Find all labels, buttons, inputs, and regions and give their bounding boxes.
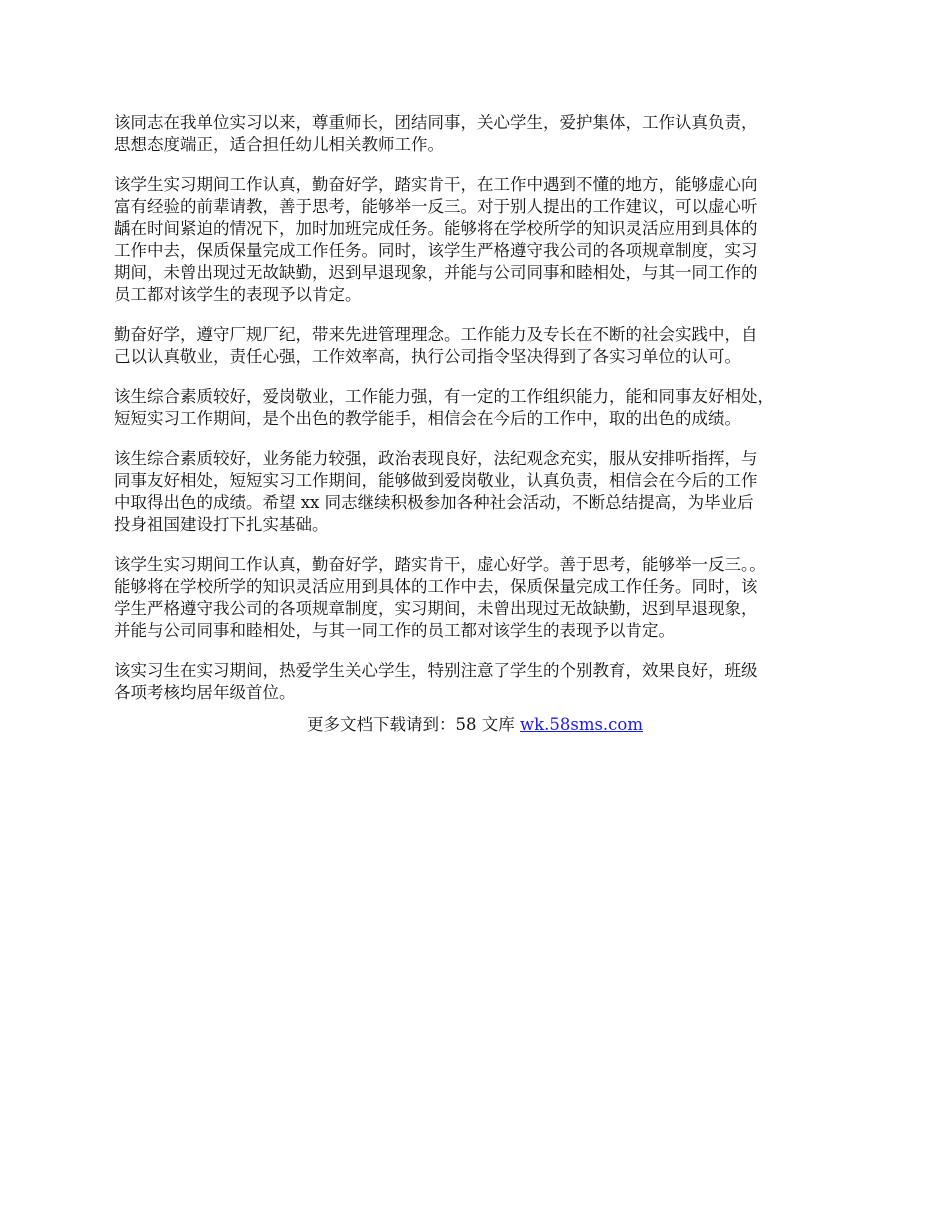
text-line: 同事友好相处，短短实习工作期间，能够做到爱岗敬业，认真负责，相信会在今后的工作 bbox=[114, 471, 758, 490]
text-line: 龋在时间紧迫的情况下，加时加班完成任务。能够将在学校所学的知识灵活应用到具体的 bbox=[114, 219, 758, 238]
paragraph-6 bbox=[114, 554, 854, 642]
text-line: 员工都对该学生的表现予以肯定。 bbox=[114, 285, 362, 304]
document-body bbox=[114, 112, 854, 722]
text-line: 投身祖国建设打下扎实基础。 bbox=[114, 515, 329, 534]
text-line: 该同志在我单位实习以来，尊重师长，团结同事，关心学生，爱护集体，工作认真负责， bbox=[114, 113, 758, 132]
paragraph-4 bbox=[114, 386, 854, 430]
paragraph-7 bbox=[114, 660, 854, 704]
download-footer bbox=[0, 714, 950, 736]
paragraph-1 bbox=[114, 112, 854, 156]
site-link[interactable]: wk.58sms.com bbox=[519, 715, 643, 734]
text-line: 中取得出色的成绩。希望 xx 同志继续积极参加各种社会活动，不断总结提高，为毕业后 bbox=[114, 493, 754, 512]
text-line: 能够将在学校所学的知识灵活应用到具体的工作中去，保质保量完成工作任务。同时，该 bbox=[114, 577, 758, 596]
text-line: 勤奋好学，遵守厂规厂纪，带来先进管理理念。工作能力及专长在不断的社会实践中，自 bbox=[114, 325, 758, 344]
text-line: 该实习生在实习期间，热爱学生关心学生，特别注意了学生的个别教育，效果良好，班级 bbox=[114, 661, 758, 680]
text-line: 该生综合素质较好，业务能力较强，政治表现良好，法纪观念充实，服从安排听指挥，与 bbox=[114, 449, 758, 468]
paragraph-5 bbox=[114, 448, 854, 536]
text-line: 并能与公司同事和睦相处，与其一同工作的员工都对该学生的表现予以肯定。 bbox=[114, 621, 675, 640]
text-line: 思想态度端正，适合担任幼儿相关教师工作。 bbox=[114, 135, 444, 154]
paragraph-3 bbox=[114, 324, 854, 368]
text-line: 各项考核均居年级首位。 bbox=[114, 683, 296, 702]
text-line: 期间，未曾出现过无故缺勤，迟到早退现象，并能与公司同事和睦相处，与其一同工作的 bbox=[114, 263, 758, 282]
text-line: 短短实习工作期间，是个出色的教学能手，相信会在今后的工作中，取的出色的成绩。 bbox=[114, 409, 741, 428]
text-line: 己以认真敬业，责任心强，工作效率高，执行公司指令坚决得到了各实习单位的认可。 bbox=[114, 347, 741, 366]
footer-text: 更多文档下载请到：58 文库 bbox=[306, 715, 520, 734]
text-line: 富有经验的前辈请教，善于思考，能够举一反三。对于别人提出的工作建议，可以虚心听 bbox=[114, 197, 758, 216]
text-line: 该学生实习期间工作认真，勤奋好学，踏实肯干，在工作中遇到不懂的地方，能够虚心向 bbox=[114, 175, 758, 194]
text-line: 该生综合素质较好，爱岗敬业，工作能力强，有一定的工作组织能力，能和同事友好相处， bbox=[114, 387, 774, 406]
paragraph-2 bbox=[114, 174, 854, 306]
text-line: 学生严格遵守我公司的各项规章制度，实习期间，未曾出现过无故缺勤，迟到早退现象， bbox=[114, 599, 758, 618]
text-line: 该学生实习期间工作认真，勤奋好学，踏实肯干，虚心好学。善于思考，能够举一反三。。 bbox=[114, 555, 766, 574]
text-line: 工作中去，保质保量完成工作任务。同时，该学生严格遵守我公司的各项规章制度，实习 bbox=[114, 241, 758, 260]
